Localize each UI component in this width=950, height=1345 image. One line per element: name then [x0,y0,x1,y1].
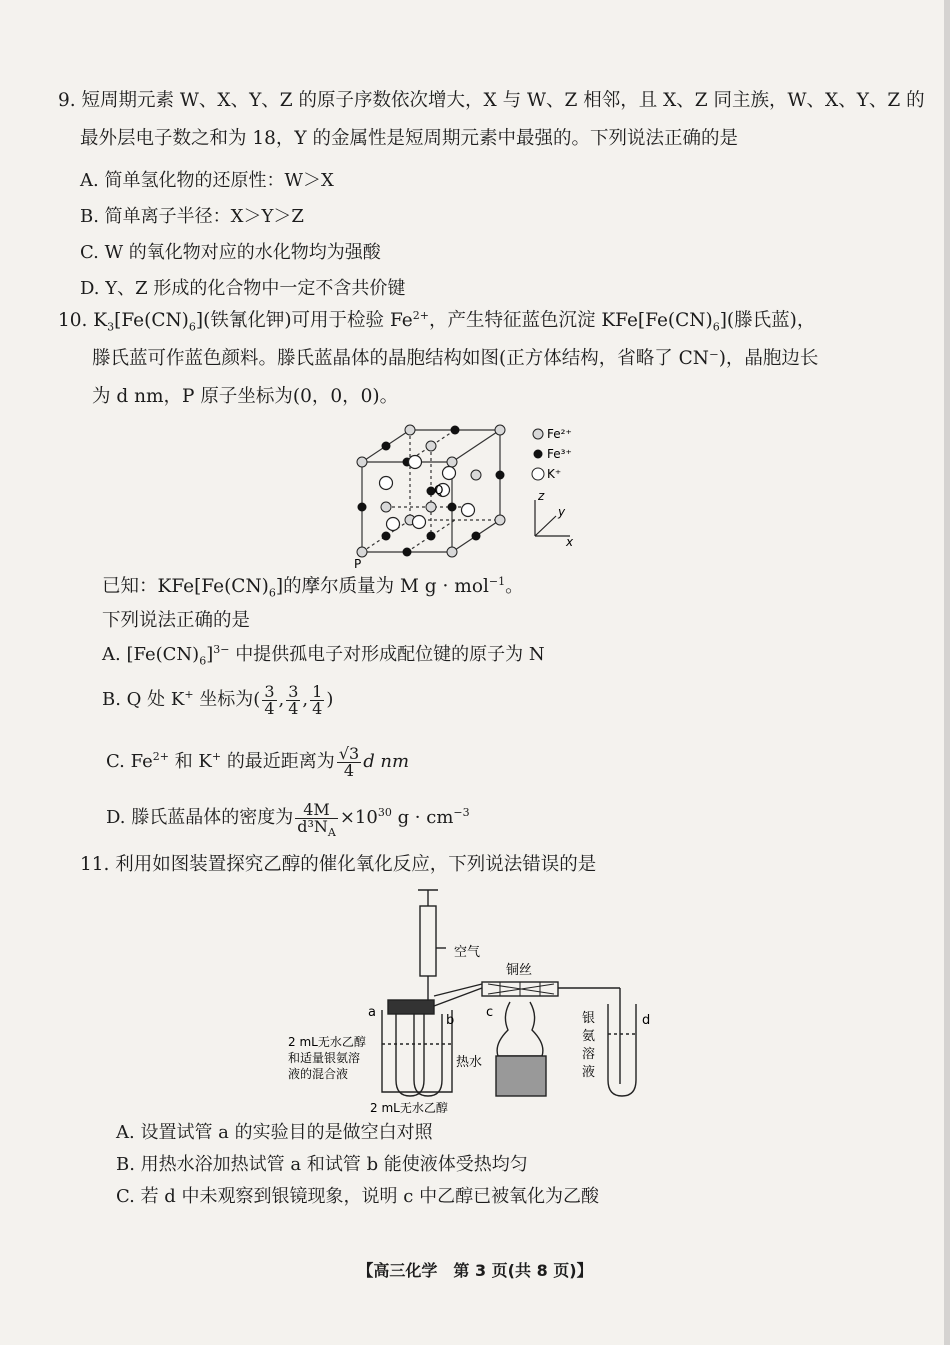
q10-stem-line-2: 滕氏蓝可作蓝色颜料。滕氏蓝晶体的晶胞结构如图(正方体结构，省略了 CN⁻)，晶胞边长 [92,348,819,369]
q10-prompt: 下列说法正确的是 [102,610,251,631]
q11-stem: 11. 利用如图装置探究乙醇的催化氧化反应，下列说法错误的是 [80,854,597,875]
fe3-atom [403,548,412,557]
point-p-label: P [354,557,362,571]
ethanol-label: 2 mL无水乙醇 [370,1101,448,1115]
q11-option-c: C. 若 d 中未观察到银镜现象，说明 c 中乙醇已被氧化为乙酸 [116,1186,600,1207]
fe3-atom [451,426,460,435]
legend-fe3-label: Fe³⁺ [547,447,572,461]
fe2-atom [426,441,436,451]
tube-b-label: b [446,1013,455,1028]
page-footer: 【高三化学 第 3 页(共 8 页)】 [357,1261,593,1280]
legend-k-marker [532,468,544,480]
fe3-atom [358,503,367,512]
fe2-atom [381,502,391,512]
fe3-atom [472,532,481,541]
q10-option-d: D. 滕氏蓝晶体的密度为 $\frac{4M}{d^3N_A}$ $\times 10^{30}$ $g \cdot cm^{-3}$ [106,799,470,839]
silver-ammonia-label-2: 氨 [582,1029,596,1044]
k-atom [380,477,393,490]
air-label: 空气 [454,945,481,960]
k-atom [462,504,475,517]
fe2-atom [447,457,457,467]
k-atom [387,518,400,531]
fe2-atom [357,547,367,557]
q10-option-b: B. Q 处 K+ 坐标为( $\frac{3}{4}$ , $\frac{3}{4}$ , $\frac{1}{4}$ ) [102,681,334,718]
legend-fe2-marker [533,429,543,439]
legend-k-label: K⁺ [547,467,562,481]
hot-water-label: 热水 [456,1055,483,1070]
mixture-label-1: 2 mL无水乙醇 [288,1035,366,1049]
k-atom [443,467,456,480]
fe2-atom [426,502,436,512]
fe2-atom [495,515,505,525]
q9-option-b: B. 简单离子半径：X＞Y＞Z [80,206,304,227]
mixture-label-2: 和适量银氨溶 [288,1051,361,1065]
legend-fe2-label: Fe²⁺ [547,427,572,441]
tube-d-label: d [642,1013,651,1028]
fe3-atom [382,442,391,451]
fe3-atom [382,532,391,541]
q11-option-a: A. 设置试管 a 的实验目的是做空白对照 [116,1122,433,1143]
fe2-atom [471,470,481,480]
legend-fe3-marker [534,450,543,459]
point-q-label: Q [434,483,444,497]
q10-known: 已知：$KFe[Fe(CN)_6]$的摩尔质量为 M g · mol$^{-1}$。 [102,574,524,600]
silver-ammonia-label-4: 液 [582,1065,596,1080]
fe2-atom [357,457,367,467]
fe2-atom [495,425,505,435]
fe3-atom [496,471,505,480]
q9-option-d: D. Y、Z 形成的化合物中一定不含共价键 [80,278,406,299]
fe3-atom [448,503,457,512]
k-atom [409,456,422,469]
fe2-atom [405,425,415,435]
axis-z-label: z [538,489,545,503]
fe3-atom [427,532,436,541]
copper-wire-label: 铜丝 [506,963,533,978]
axis-y-label: y [558,505,566,519]
scan-edge-shadow [944,0,950,1345]
q10-option-a: A. $[Fe(CN)_6]^{3-}$ 中提供孤电子对形成配位键的原子为 N [102,643,545,668]
q9-option-a: A. 简单氢化物的还原性：W＞X [80,170,334,191]
tube-c-label: c [486,1005,494,1020]
axis-x-label: x [566,535,574,549]
silver-ammonia-label-3: 溶 [582,1047,596,1062]
q9-option-c: C. W 的氧化物对应的水化物均为强酸 [80,242,381,263]
k-atom [413,516,426,529]
tube-a-label: a [368,1005,376,1020]
q11-option-b: B. 用热水浴加热试管 a 和试管 b 能使液体受热均匀 [116,1154,528,1175]
q10-stem-line-1: 10. $K_3[Fe(CN)_6]$(铁氰化钾)可用于检验 $Fe^{2+}$，产生特征蓝色沉淀 $KFe[Fe(CN)_6]$(滕氏蓝)， [58,308,816,334]
q10-stem-line-3: 为 d nm，P 原子坐标为(0，0，0)。 [92,386,399,407]
q9-stem-line-1: 9. 短周期元素 W、X、Y、Z 的原子序数依次增大，X 与 W、Z 相邻，且 X、Z 同主族，W、X、Y、Z 的 [58,90,925,111]
mixture-label-3: 液的混合液 [288,1067,349,1081]
fe2-atom [447,547,457,557]
q9-stem-line-2: 最外层电子数之和为 18，Y 的金属性是短周期元素中最强的。下列说法正确的是 [80,128,739,149]
crystal-cell-diagram [330,412,590,572]
q10-option-c: C. $Fe^{2+}$ 和 K+ 的最近距离为 $\frac{√3}{4}$ d nm [106,743,410,780]
apparatus-diagram [270,884,670,1118]
silver-ammonia-label-1: 银 [582,1011,596,1026]
